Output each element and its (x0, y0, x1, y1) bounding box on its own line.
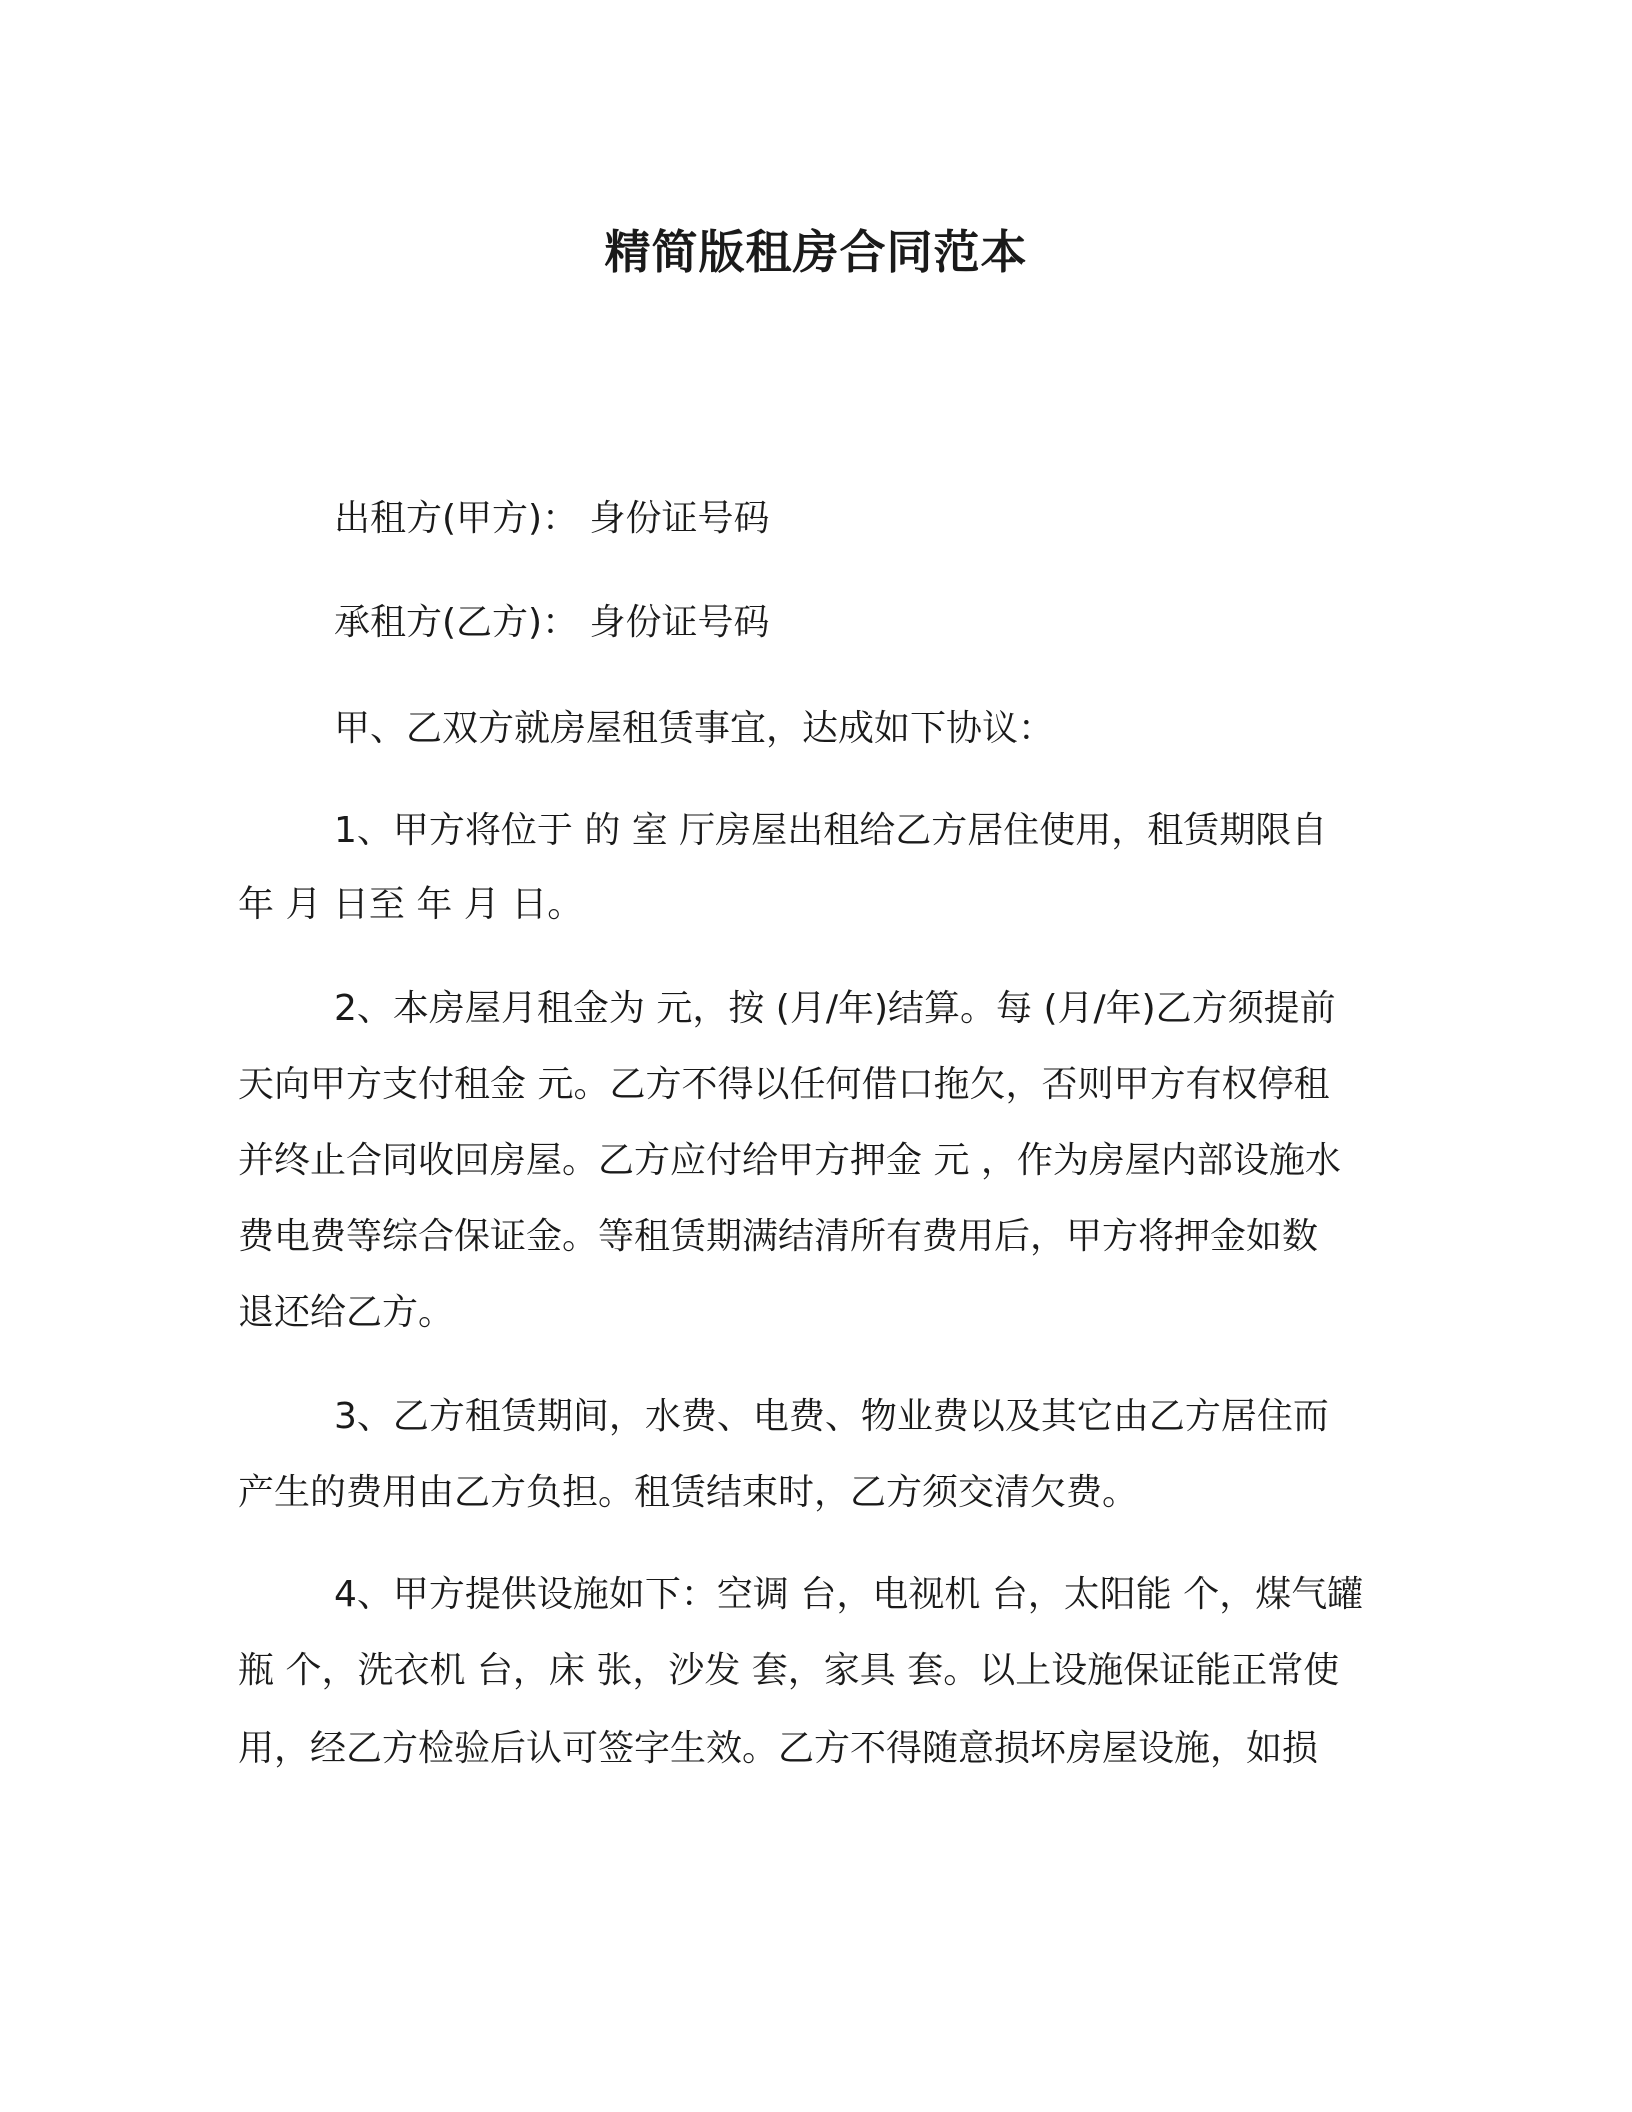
clause-1-line: 1、甲方将位于 的 室 厅房屋出租给乙方居住使用，租赁期限自 (334, 810, 1328, 851)
clause-1-line: 年 月 日至 年 月 日。 (238, 884, 584, 925)
clause-4-line: 4、甲方提供设施如下：空调 台，电视机 台，太阳能 个，煤气罐 (334, 1574, 1364, 1615)
lessor-line: 出租方(甲方)： 身份证号码 (334, 498, 770, 539)
clause-2-line: 天向甲方支付租金 元。乙方不得以任何借口拖欠，否则甲方有权停租 (238, 1064, 1330, 1105)
document-title: 精简版租房合同范本 (604, 225, 1028, 279)
clause-4-line: 瓶 个，洗衣机 台，床 张，沙发 套，家具 套。以上设施保证能正常使 (238, 1650, 1340, 1691)
clause-2-line: 并终止合同收回房屋。乙方应付给甲方押金 元 ，作为房屋内部设施水 (238, 1140, 1341, 1181)
clause-2-line: 退还给乙方。 (238, 1292, 455, 1333)
clause-3-line: 产生的费用由乙方负担。租赁结束时，乙方须交清欠费。 (238, 1472, 1139, 1513)
clause-2-line: 费电费等综合保证金。等租赁期满结清所有费用后，甲方将押金如数 (238, 1216, 1319, 1257)
clause-3-line: 3、乙方租赁期间，水费、电费、物业费以及其它由乙方居住而 (334, 1396, 1329, 1437)
intro-paragraph: 甲、乙双方就房屋租赁事宜，达成如下协议： (334, 708, 1055, 749)
clause-2-line: 2、本房屋月租金为 元，按 (月/年)结算。每 (月/年)乙方须提前 (334, 988, 1336, 1029)
lessee-line: 承租方(乙方)： 身份证号码 (334, 602, 770, 643)
clause-4-line: 用，经乙方检验后认可签字生效。乙方不得随意损坏房屋设施，如损 (238, 1728, 1319, 1769)
